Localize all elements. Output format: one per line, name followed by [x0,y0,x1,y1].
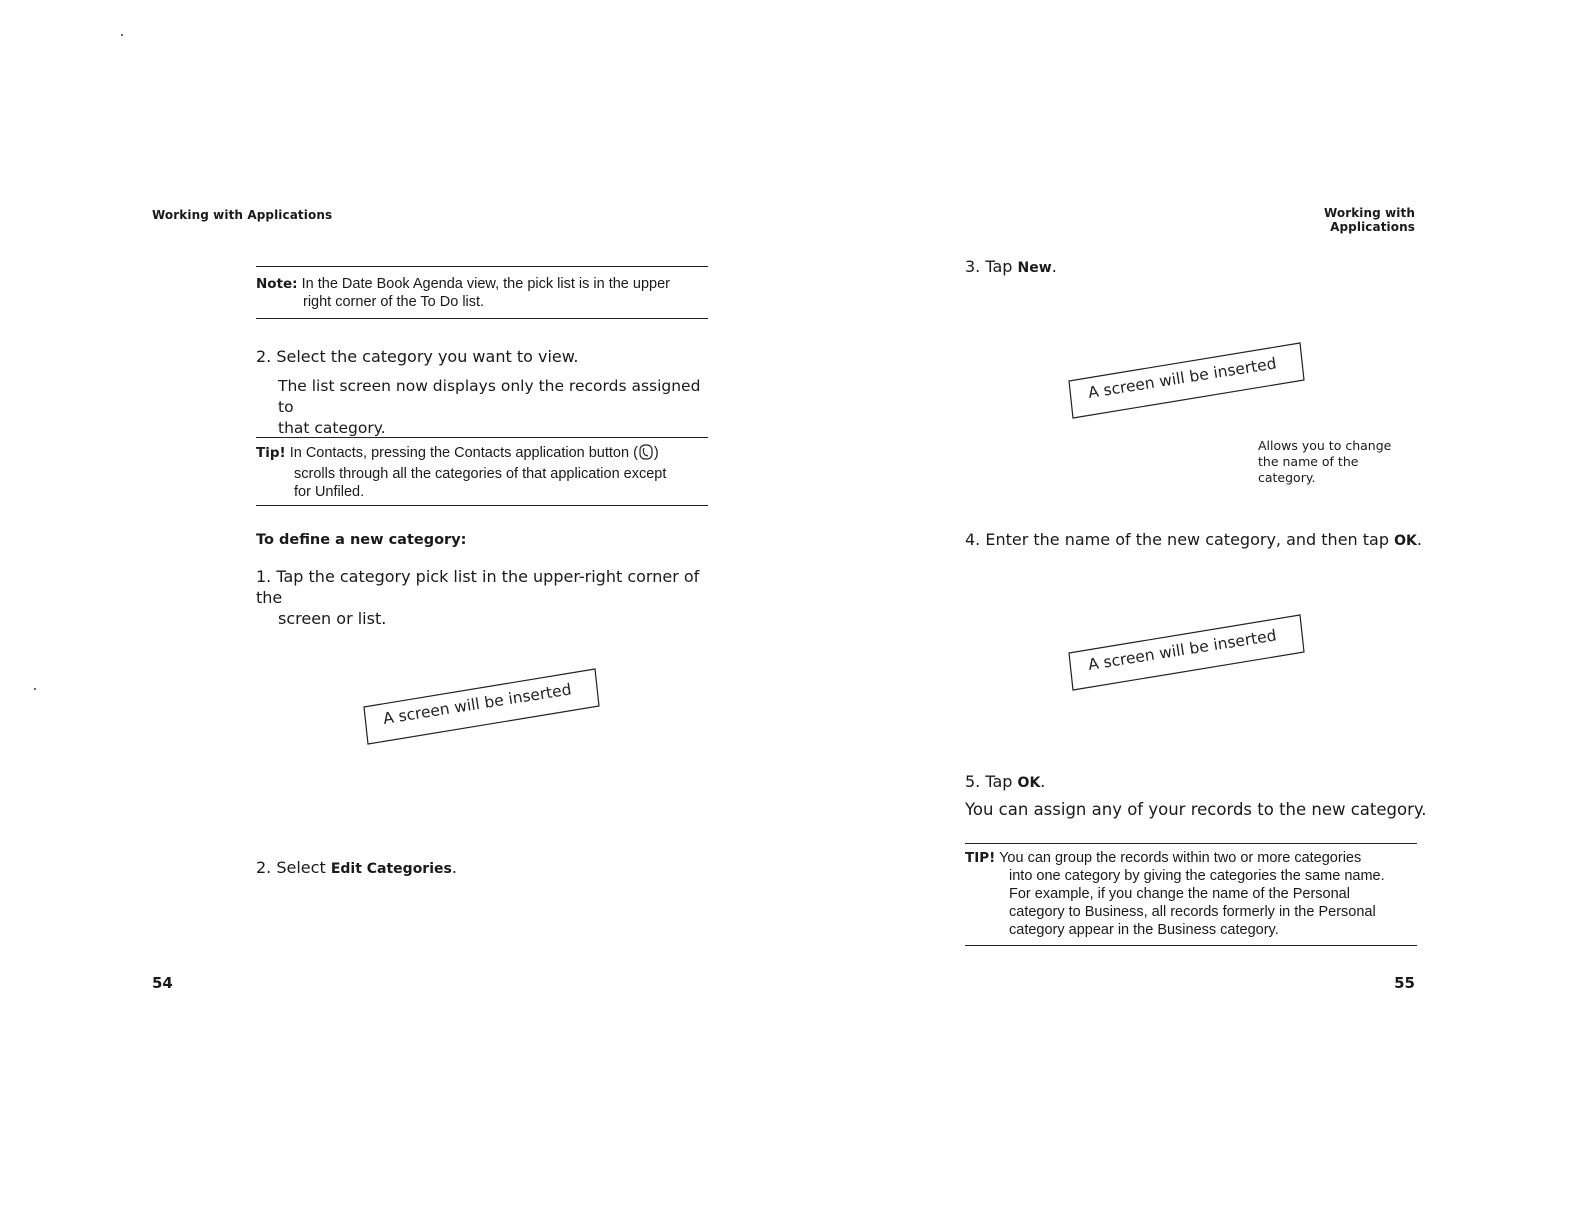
step-line-1: Tap the category pick list in the upper-right corner of the [256,567,700,607]
callout-line-3: category. [1258,470,1316,485]
procedure-heading: To define a new category: [256,532,467,548]
tip-label: Tip! [256,445,286,461]
edit-categories-term: Edit Categories [330,861,452,877]
note-box [256,275,711,311]
step-text: Enter the name of the new category, and then tap [985,530,1389,549]
step-end: . [1416,530,1422,549]
scan-speck [34,688,36,690]
tip-line-4: category to Business, all records formerly in the Personal [1009,904,1376,920]
step-select-category [256,346,578,367]
callout-line-1: Allows you to change [1258,438,1392,453]
running-head-left: Working with Applications [152,208,333,222]
tip-box [965,849,1420,939]
page-number-left: 54 [152,974,173,992]
step-text: Select the category you want to view. [276,347,579,366]
new-term: New [1017,260,1052,276]
placeholder-text: A screen will be inserted [381,680,573,728]
step-text: Tap [985,772,1013,791]
tip-bottom-rule [965,945,1417,946]
placeholder-text: A screen will be inserted [1086,354,1278,402]
screen-placeholder [362,664,602,750]
note-label: Note: [256,276,298,292]
tip-line-2: into one category by giving the categories the same name. [1009,868,1385,884]
tip-line-2: scrolls through all the categories of that application except [294,466,667,482]
step-text: Select [276,858,326,877]
page-number-right: 55 [1394,974,1415,992]
tip-label: TIP! [965,850,996,866]
tip-bottom-rule [256,505,708,506]
step-tap-pick-list [256,566,726,629]
note-bottom-rule [256,318,708,319]
callout-line-2: the name of the [1258,454,1359,469]
step-number: 2. [256,347,272,366]
note-line-2: right corner of the To Do list. [303,294,485,310]
scan-speck [121,34,123,36]
result-line-2: that category. [278,419,386,437]
tip-line-1b: ) [653,445,659,461]
note-line-1: In the Date Book Agenda view, the pick list is in the upper [301,276,670,292]
step-number: 1. [256,567,272,586]
screen-placeholder [1067,338,1307,424]
screen-placeholder [1067,610,1307,696]
running-head-right: Working with Applications [1323,206,1415,234]
step-number: 2. [256,858,272,877]
tip-line-3: For example, if you change the name of the Personal [1009,886,1350,902]
tip-top-rule [256,437,708,438]
step-enter-name [965,529,1422,552]
step-tap-new [965,256,1057,279]
placeholder-text: A screen will be inserted [1086,626,1278,674]
tip-line-1a: In Contacts, pressing the Contacts application button ( [289,445,638,461]
step-number: 5. [965,772,981,791]
step-end: . [1040,772,1046,791]
tip-line-1: You can group the records within two or more categories [999,850,1362,866]
step-tap-ok [965,771,1045,794]
assign-paragraph: You can assign any of your records to the new category. [965,800,1427,819]
step-number: 3. [965,257,981,276]
step-edit-categories [256,857,457,880]
ok-term: OK [1017,775,1041,791]
step-end: . [1051,257,1057,276]
tip-line-3: for Unfiled. [294,484,365,500]
note-top-rule [256,266,708,267]
tip-line-5: category appear in the Business category. [1009,922,1279,938]
step-number: 4. [965,530,981,549]
result-paragraph [278,376,718,439]
tip-top-rule [965,843,1417,844]
callout-text [1258,438,1391,486]
step-end: . [451,858,457,877]
contacts-button-icon [639,444,653,465]
step-line-2: screen or list. [278,609,387,628]
step-text: Tap [985,257,1013,276]
tip-box [256,444,711,501]
result-line-1: The list screen now displays only the records assigned to [278,377,701,416]
ok-term: OK [1394,533,1417,549]
